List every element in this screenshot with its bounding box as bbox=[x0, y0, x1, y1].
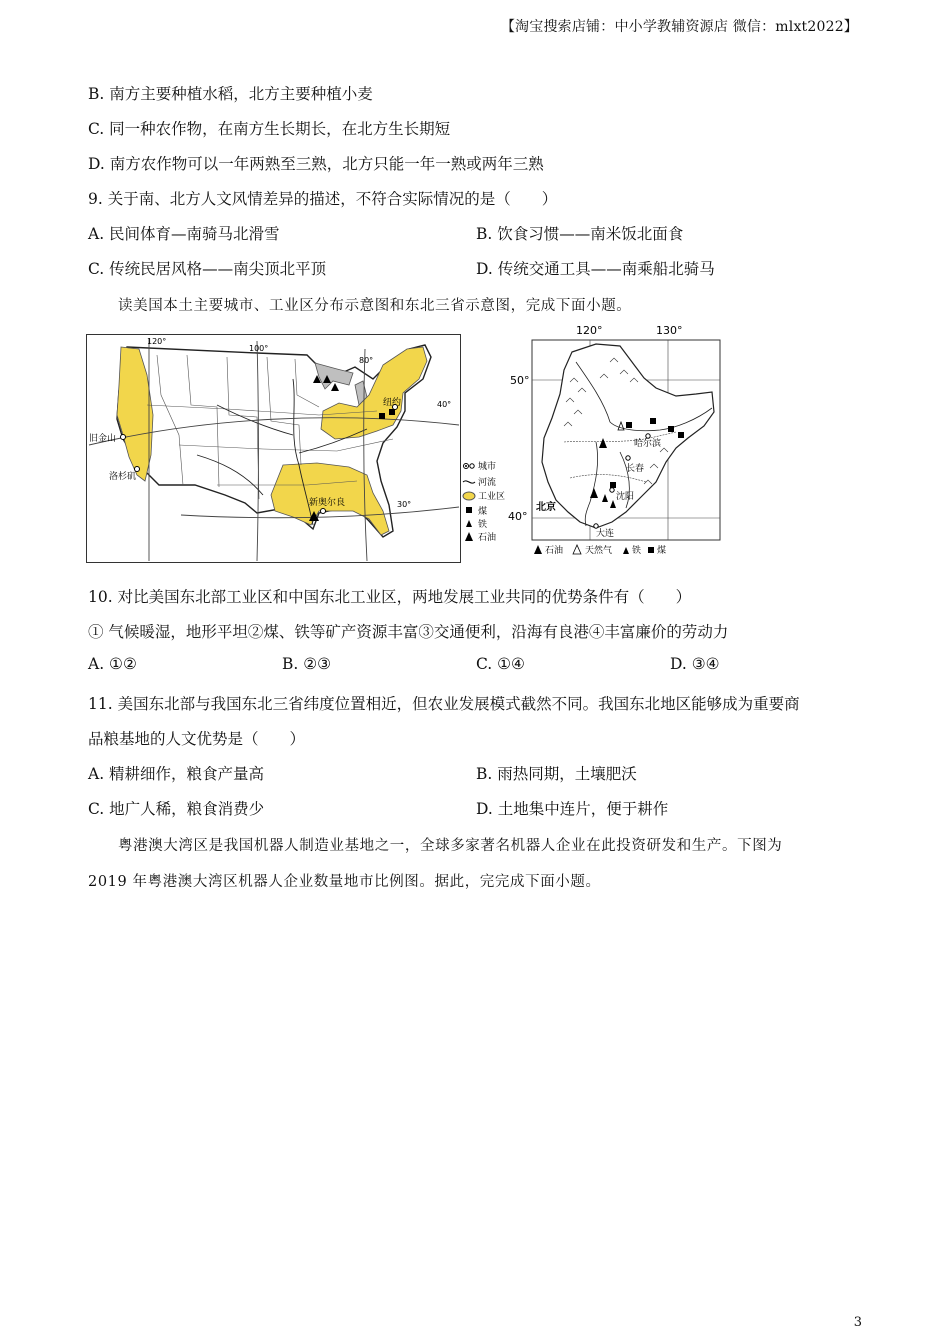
legend-river-label: 河流 bbox=[478, 478, 497, 488]
legend-iron-label: 铁 bbox=[478, 520, 488, 530]
q11-option-a: A. 精耕细作，粮食产量高 bbox=[88, 765, 265, 783]
legend-iron-label: 铁 bbox=[632, 546, 642, 556]
city-marker-shenyang bbox=[610, 488, 614, 492]
page-header: 【淘宝搜索店铺：中小学教辅资源店 微信：mlxt2022】 bbox=[500, 19, 858, 35]
city-label-ny: 纽约 bbox=[383, 398, 402, 408]
city-label-no: 新奥尔良 bbox=[309, 498, 346, 508]
q9-option-b: B. 饮食习惯——南米饭北面食 bbox=[476, 225, 684, 243]
coal-symbol bbox=[610, 482, 616, 488]
map-question-intro: 读美国本土主要城市、工业区分布示意图和东北三省示意图，完成下面小题。 bbox=[118, 298, 632, 314]
city-marker-la bbox=[135, 467, 140, 472]
q9-option-d: D. 传统交通工具——南乘船北骑马 bbox=[476, 260, 715, 278]
q10-stem: 10. 对比美国东北部工业区和中国东北工业区，两地发展工业共同的优势条件有（ ） bbox=[88, 588, 692, 606]
legend-coal-icon bbox=[648, 547, 654, 553]
q10-items: ① 气候暖湿，地形平坦②煤、铁等矿产资源丰富③交通便利，沿海有良港④丰富廉价的劳动力 bbox=[88, 623, 729, 641]
city-label-la: 洛杉矶 bbox=[109, 472, 137, 482]
city-label-beijing: 北京 bbox=[536, 502, 556, 513]
q9-option-c: C. 传统民居风格——南尖顶北平顶 bbox=[88, 260, 327, 278]
q10-option-c: C. ①④ bbox=[476, 655, 525, 673]
city-marker-sf bbox=[121, 435, 126, 440]
usa-lon-80-label: 80° bbox=[359, 356, 374, 365]
coal-symbol bbox=[379, 413, 385, 419]
coal-symbol bbox=[389, 409, 395, 415]
legend-oil-label: 石油 bbox=[478, 533, 497, 543]
usa-lon-100-label: 100° bbox=[249, 344, 269, 353]
legend-oil-icon bbox=[465, 532, 473, 541]
city-label-harbin: 哈尔滨 bbox=[634, 439, 662, 449]
q11-option-b: B. 雨热同期，土壤肥沃 bbox=[476, 765, 637, 783]
q11-stem-line2: 品粮基地的人文优势是（ ） bbox=[88, 730, 306, 748]
city-marker-dalian bbox=[594, 524, 598, 528]
q11-stem-line1: 11. 美国东北部与我国东北三省纬度位置相近，但农业发展模式截然不同。我国东北地区能够成为重要商 bbox=[88, 695, 800, 713]
city-marker-harbin bbox=[646, 434, 650, 438]
coal-symbol bbox=[668, 426, 674, 432]
legend-gas-label: 天然气 bbox=[585, 546, 613, 556]
legend-industrial-label: 工业区 bbox=[478, 492, 506, 502]
usa-lat-30-label: 30° bbox=[397, 500, 412, 509]
q11-option-d: D. 土地集中连片，便于耕作 bbox=[476, 800, 669, 818]
ne-lon-120-label: 120° bbox=[576, 324, 603, 337]
legend-industrial-swatch bbox=[463, 492, 475, 500]
legend-coal-label: 煤 bbox=[657, 546, 667, 556]
legend-gas-icon bbox=[573, 545, 581, 554]
usa-industrial-map bbox=[86, 334, 461, 563]
q10-option-d: D. ③④ bbox=[670, 655, 720, 673]
gba-intro-line1: 粤港澳大湾区是我国机器人制造业基地之一，全球多家著名机器人企业在此投资研发和生产。下图为 bbox=[118, 838, 783, 854]
q9-option-a: A. 民间体育—南骑马北滑雪 bbox=[88, 225, 280, 243]
usa-lat-40-label: 40° bbox=[437, 400, 452, 409]
legend-oil-label: 石油 bbox=[545, 546, 564, 556]
legend-iron-icon bbox=[623, 547, 629, 554]
q9-stem: 9. 关于南、北方人文风情差异的描述，不符合实际情况的是（ ） bbox=[88, 190, 558, 208]
coal-symbol bbox=[626, 422, 632, 428]
ne-lat-40-label: 40° bbox=[508, 510, 528, 523]
northeast-china-map bbox=[500, 322, 722, 562]
legend-river-icon bbox=[463, 481, 475, 483]
legend-oil-icon bbox=[534, 545, 542, 554]
q8-option-b: B. 南方主要种植水稻，北方主要种植小麦 bbox=[88, 85, 373, 103]
ne-lon-130-label: 130° bbox=[656, 324, 683, 337]
city-label-changchun: 长春 bbox=[626, 464, 645, 474]
usa-lon-120-label: 120° bbox=[147, 337, 167, 346]
city-label-sf: 旧金山 bbox=[89, 434, 117, 444]
q10-option-a: A. ①② bbox=[88, 655, 137, 673]
page-number: 3 bbox=[853, 1315, 862, 1330]
legend-coal-icon bbox=[466, 507, 472, 513]
city-marker-no bbox=[321, 509, 326, 514]
q11-option-c: C. 地广人稀，粮食消费少 bbox=[88, 800, 265, 818]
city-label-shenyang: 沈阳 bbox=[616, 492, 635, 502]
coal-symbol bbox=[678, 432, 684, 438]
gba-intro-line2: 2019 年粤港澳大湾区机器人企业数量地市比例图。据此，完完成下面小题。 bbox=[88, 874, 601, 890]
legend-iron-icon bbox=[466, 520, 472, 527]
ne-lat-50-label: 50° bbox=[510, 374, 530, 387]
q10-option-b: B. ②③ bbox=[282, 655, 332, 673]
city-marker-changchun bbox=[626, 456, 630, 460]
q8-option-c: C. 同一种农作物，在南方生长期长，在北方生长期短 bbox=[88, 120, 451, 138]
legend-city-label: 城市 bbox=[478, 462, 497, 472]
city-label-dalian: 大连 bbox=[596, 529, 615, 539]
legend-coal-label: 煤 bbox=[478, 507, 488, 517]
q8-option-d: D. 南方农作物可以一年两熟至三熟，北方只能一年一熟或两年三熟 bbox=[88, 155, 544, 173]
coal-symbol bbox=[650, 418, 656, 424]
